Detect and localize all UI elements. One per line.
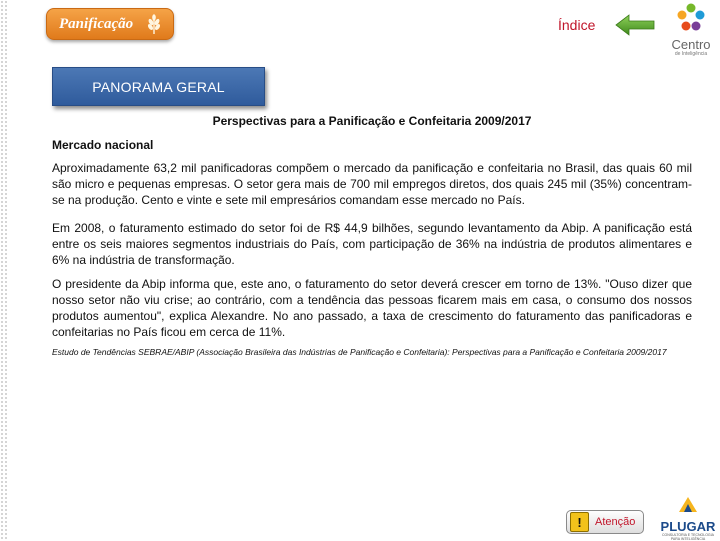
wheat-icon bbox=[143, 13, 165, 35]
plugar-subtitle-1: CONSULTORIA E TECNOLOGIA bbox=[662, 533, 714, 537]
document-title: Perspectivas para a Panificação e Confeitaria 2009/2017 bbox=[212, 114, 532, 128]
centro-name: Centro bbox=[671, 37, 711, 52]
attention-button[interactable] bbox=[566, 510, 644, 534]
paragraph-1: Aproximadamente 63,2 mil panificadoras compõem o mercado da panificação e confeitaria no Brasil, das quais 60 mil são micro e pequenas empresas. O setor gera mais de 700 mil empregos diretos, dos quais 245 mil (35%) concentram-se na produção. Cento e vinte e sete mil empresários comandam esse mercado no País. bbox=[52, 161, 692, 207]
attention-label: Atenção bbox=[595, 516, 636, 528]
brand-label: Panificação bbox=[59, 15, 134, 32]
paragraph-3: O presidente da Abip informa que, este ano, o faturamento do setor deverá crescer em torno de 13%. "Ouso dizer que nosso setor não viu crise; ao contrário, com a tendência das pessoas ficarem mais em casa, o consumo dos nossos produtos aumentou", explica Alexandre. No ano passado, a taxa de crescimento do faturamento das panificadoras e confeitarias no País ficou em cerca de 11%. bbox=[52, 277, 692, 339]
plugar-name: PLUGAR bbox=[660, 519, 716, 534]
warning-icon: ! bbox=[570, 512, 589, 532]
centro-inteligencia-logo bbox=[664, 2, 718, 62]
panificacao-brand-badge bbox=[46, 8, 174, 40]
paragraph-2: Em 2008, o faturamento estimado do setor foi de R$ 44,9 bilhões, segundo levantamento da Abip. A panificação está entre os seis maiores segmentos industriais do País, com participação de 36% na indústria de produtos alimentares e 6% na indústria de transformação. bbox=[52, 221, 692, 267]
decorative-dot-border bbox=[0, 0, 7, 540]
plugar-logo bbox=[657, 494, 719, 541]
plugar-subtitle-2: PARA INTELIGÊNCIA bbox=[670, 537, 706, 541]
centro-subtitle: de Inteligência bbox=[674, 51, 708, 57]
source-footnote: Estudo de Tendências SEBRAE/ABIP (Associação Brasileira das Indústrias de Panificação e Confeitaria): Perspectivas para a Panificação e Confeitaria 2009/2017 bbox=[52, 347, 667, 357]
back-arrow-icon[interactable] bbox=[614, 12, 658, 38]
section-banner: PANORAMA GERAL bbox=[52, 67, 265, 106]
index-link[interactable]: Índice bbox=[558, 17, 596, 33]
section-heading: Mercado nacional bbox=[52, 138, 154, 152]
plugar-plug-icon bbox=[675, 494, 701, 514]
centro-flower-icon bbox=[676, 2, 706, 32]
